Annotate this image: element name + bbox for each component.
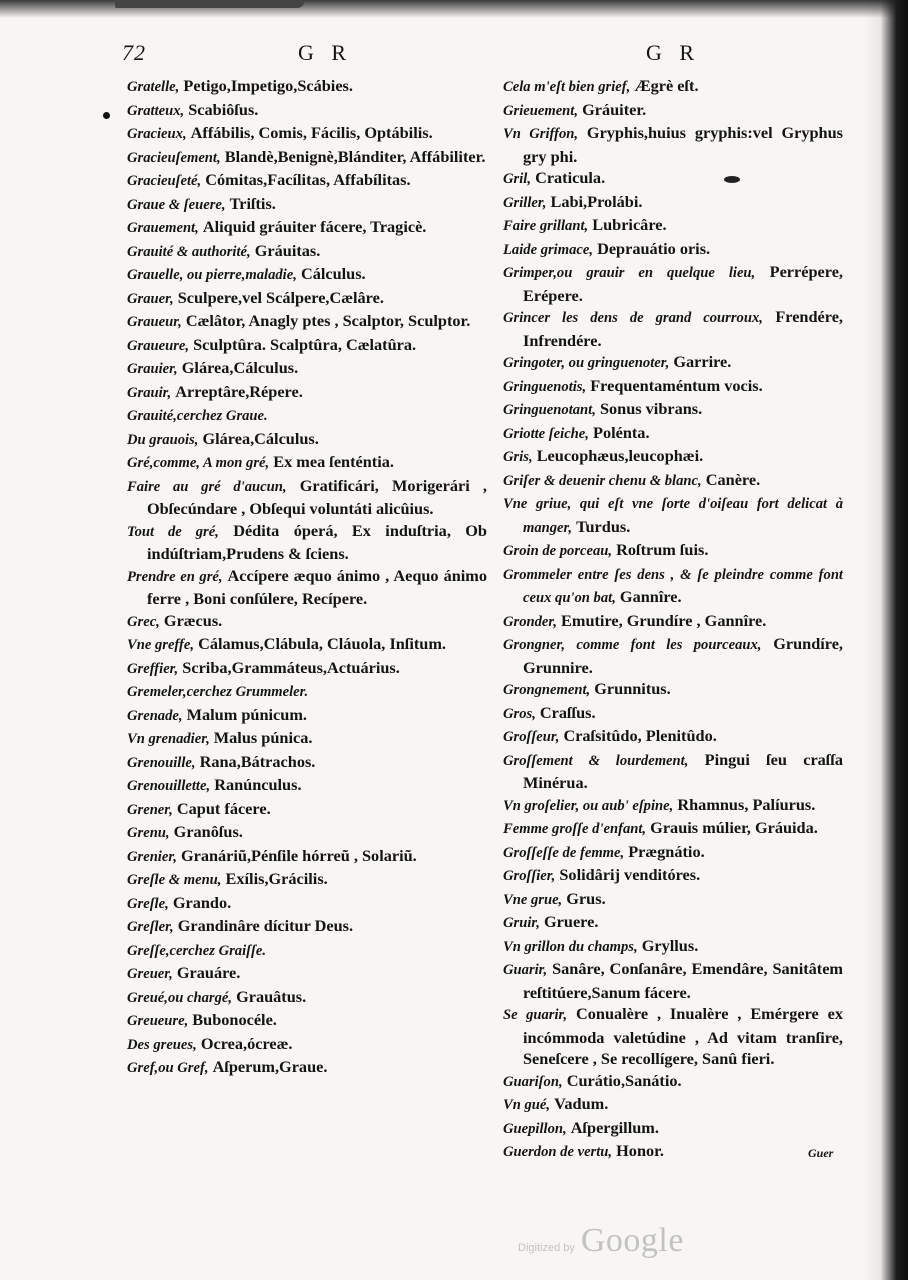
latin-translation: Pingui ſeu craſſa Minérua. <box>523 749 843 792</box>
french-headword: Greueure, <box>127 1013 189 1029</box>
french-headword: Gracieuſement, <box>127 149 221 166</box>
french-headword: Greſle & menu, <box>127 872 222 888</box>
dictionary-entry <box>503 864 843 888</box>
binding-shadow <box>862 0 908 1280</box>
french-headword: Grongnement, <box>503 682 591 698</box>
french-headword: Grieuement, <box>503 102 578 119</box>
latin-translation: Perrépere, Erépere. <box>523 262 843 305</box>
french-headword: Grommeler entre ſes dens , & ſe pleindre comme font ceux qu'on bat, <box>503 566 843 606</box>
latin-translation: Gryllus. <box>641 935 699 955</box>
dictionary-entry <box>503 445 843 469</box>
dictionary-entry <box>127 428 487 452</box>
latin-translation: Labi,Prolábi. <box>550 191 643 211</box>
latin-translation: Grus. <box>566 888 606 908</box>
latin-translation: Aſperum,Graue. <box>212 1057 328 1076</box>
dictionary-entry <box>127 1009 487 1033</box>
dictionary-entry <box>503 702 843 726</box>
latin-translation: Rhamnus, Palíurus. <box>677 794 816 814</box>
french-headword: Vne grue, <box>503 891 563 908</box>
french-headword: Gracieuſeté, <box>127 173 202 189</box>
latin-translation: Cælâtor, Anagly ptes , Scalptor, Sculptor. <box>185 311 471 330</box>
dictionary-entry <box>503 191 843 215</box>
running-head-left: G R <box>298 40 353 65</box>
latin-translation: Granôſus. <box>173 822 243 841</box>
latin-translation: Glárea,Cálculus. <box>202 428 319 448</box>
dictionary-entry <box>127 357 487 381</box>
french-headword: Gringuenotis, <box>503 378 587 395</box>
latin-translation: Rana,Bátrachos. <box>199 751 316 771</box>
dictionary-entry <box>127 1033 487 1057</box>
french-headword: Grincer les dens de grand courroux, <box>503 310 763 326</box>
watermark-brand: Google <box>580 1222 684 1259</box>
french-headword: Des greues, <box>127 1036 197 1053</box>
latin-translation: Grundíre, Grunnire. <box>523 634 843 677</box>
french-headword: Gracieux, <box>127 126 187 142</box>
google-watermark <box>518 1222 684 1260</box>
dictionary-entry <box>127 334 487 358</box>
catchword: Guer <box>808 1146 834 1160</box>
french-headword: Vne griue, qui eſt vne ſorte d'oiſeau fort delicat à manger, <box>503 496 843 536</box>
dictionary-entry <box>503 563 843 610</box>
french-headword: Vn groſelier, ou aub' eſpine, <box>503 797 674 814</box>
french-headword: Greuer, <box>127 966 173 982</box>
dictionary-entry <box>127 657 487 681</box>
left-column <box>127 75 487 1080</box>
dictionary-entry <box>503 841 843 865</box>
french-headword: Grauement, <box>127 220 199 236</box>
latin-translation: Curátio,Sanátio. <box>566 1070 682 1090</box>
dictionary-entry <box>503 398 843 422</box>
dictionary-entry <box>127 774 487 798</box>
latin-translation: Cálculus. <box>300 264 366 283</box>
running-head-right: G R <box>646 40 701 65</box>
french-headword: Groſſeſſe de femme, <box>503 844 625 861</box>
dictionary-entry <box>127 610 487 634</box>
latin-translation: Græcus. <box>163 610 223 630</box>
dictionary-entry <box>503 725 843 749</box>
french-headword: Gremeler,cerchez Grummeler. <box>127 684 309 700</box>
french-headword: Grauier, <box>127 361 178 377</box>
french-headword: Se guarir, <box>503 1007 568 1023</box>
dictionary-entry <box>127 381 487 405</box>
latin-translation: Sonus vibrans. <box>599 399 703 418</box>
dictionary-entry <box>127 821 487 845</box>
french-headword: Greſle, <box>127 895 169 912</box>
latin-translation: Leucophæus,leucophæi. <box>536 446 704 465</box>
dictionary-entry <box>503 214 843 238</box>
latin-translation: Exílis,Grácilis. <box>225 869 328 888</box>
dictionary-entry <box>127 287 487 311</box>
french-headword: Guariſon, <box>503 1073 563 1090</box>
latin-translation: Cálamus,Clábula, Cláuola, Inſitum. <box>198 634 446 653</box>
french-headword: Graueure, <box>127 337 190 354</box>
dictionary-entry <box>127 986 487 1010</box>
french-headword: Cela m'eſt bien grief, <box>503 79 631 95</box>
french-headword: Vn grenadier, <box>127 731 210 747</box>
french-headword: Grenier, <box>127 848 177 865</box>
dictionary-entry <box>127 99 487 123</box>
dictionary-entry <box>503 935 843 959</box>
latin-translation: Prægnátio. <box>628 841 705 861</box>
latin-translation: Aſpergillum. <box>570 1117 659 1137</box>
dictionary-entry <box>127 565 487 610</box>
latin-translation: Solidârij venditóres. <box>559 865 701 884</box>
latin-translation: Gruere. <box>544 912 599 931</box>
dictionary-entry <box>127 751 487 775</box>
latin-translation: Vadum. <box>554 1094 609 1113</box>
latin-translation: Cómitas,Facílitas, Affabílitas. <box>205 170 411 189</box>
latin-translation: Honor. <box>616 1141 664 1160</box>
french-headword: Greſler, <box>127 919 174 935</box>
french-headword: Groſſeur, <box>503 729 560 745</box>
latin-translation: Granáriũ,Pénſile hórreũ , Solariũ. <box>180 845 417 865</box>
dictionary-entry <box>503 610 843 634</box>
dictionary-entry <box>127 680 487 704</box>
dictionary-entry <box>127 75 487 99</box>
dictionary-entry <box>127 868 487 892</box>
dictionary-entry <box>503 633 843 678</box>
french-headword: Grener, <box>127 801 173 818</box>
french-headword: Groſſier, <box>503 868 556 884</box>
dictionary-entry <box>503 794 843 818</box>
dictionary-entry <box>503 261 843 306</box>
french-headword: Grauer, <box>127 290 174 307</box>
dictionary-entry <box>503 911 843 935</box>
top-scratch <box>115 0 305 8</box>
dictionary-entry <box>127 169 487 193</box>
dictionary-entry <box>503 749 843 794</box>
dictionary-entry <box>503 1093 843 1117</box>
latin-translation: Dédita óperá, Ex induſtria, Ob indúſtriam,Prudens & ſciens. <box>147 520 487 563</box>
french-headword: Guerdon de vertu, <box>503 1144 613 1160</box>
dictionary-entry <box>503 306 843 351</box>
latin-translation: Blandè,Benignè,Blánditer, Affábiliter. <box>224 146 486 166</box>
french-headword: Greffier, <box>127 660 179 677</box>
french-headword: Vne greffe, <box>127 637 195 653</box>
french-headword: Grimper,ou grauir en quelque lieu, <box>503 265 756 281</box>
latin-translation: Grando. <box>172 892 232 912</box>
dictionary-entry <box>127 193 487 217</box>
dictionary-entry <box>503 375 843 399</box>
dictionary-entry <box>127 451 487 475</box>
latin-translation: Scriba,Grammáteus,Actuárius. <box>182 657 400 677</box>
dictionary-entry <box>127 633 487 657</box>
latin-translation: Aliquid gráuiter fácere, Tragicè. <box>202 217 427 236</box>
french-headword: Gril, <box>503 171 531 187</box>
latin-translation: Frequentaméntum vocis. <box>590 375 763 395</box>
dictionary-entry <box>127 520 487 565</box>
french-headword: Grenouille, <box>127 754 196 771</box>
french-headword: Femme groſſe d'enfant, <box>503 821 647 837</box>
latin-translation: Grandinâre dícitur Deus. <box>177 916 354 935</box>
dictionary-entry <box>127 915 487 939</box>
french-headword: Grongner, comme font les pourceaux, <box>503 637 762 653</box>
french-headword: Grenade, <box>127 707 183 724</box>
french-headword: Grenouillette, <box>127 778 211 794</box>
latin-translation: Turdus. <box>576 516 631 536</box>
latin-translation: Ægrè eſt. <box>634 76 699 95</box>
latin-translation: Ex mea ſenténtia. <box>273 452 394 471</box>
dictionary-entry <box>127 704 487 728</box>
dictionary-entry <box>127 310 487 334</box>
latin-translation: Emutire, Grundíre , Gannîre. <box>561 610 767 630</box>
french-headword: Faire au gré d'aucun, <box>127 478 287 495</box>
latin-translation: Ranúnculus. <box>214 775 302 794</box>
french-headword: Gré,comme, A mon gré, <box>127 455 270 471</box>
latin-translation: Arreptâre,Répere. <box>175 381 303 401</box>
dictionary-entry <box>503 1003 843 1070</box>
page-number: 72 <box>122 40 146 65</box>
latin-translation: Roſtrum ſuis. <box>616 540 709 559</box>
latin-translation: Craſſus. <box>539 702 596 722</box>
dictionary-entry <box>127 798 487 822</box>
dictionary-entry <box>127 122 487 146</box>
latin-translation: Garrire. <box>673 352 732 371</box>
dictionary-entry <box>127 845 487 869</box>
right-column <box>503 75 843 1164</box>
dictionary-entry <box>503 678 843 702</box>
dictionary-entry <box>127 727 487 751</box>
french-headword: Greſſe,cerchez Graiſſe. <box>127 942 266 959</box>
french-headword: Gringoter, ou gringuenoter, <box>503 355 670 371</box>
latin-translation: Malum púnicum. <box>186 704 307 724</box>
latin-translation: Grauis múlier, Gráuida. <box>650 818 818 837</box>
french-headword: Gronder, <box>503 613 557 630</box>
dictionary-entry <box>503 469 843 493</box>
french-headword: Gros, <box>503 705 536 722</box>
french-headword: Grauir, <box>127 384 172 401</box>
dictionary-entry <box>503 1117 843 1141</box>
latin-translation: Affábilis, Comis, Fácilis, Optábilis. <box>190 123 433 142</box>
french-headword: Grenu, <box>127 825 170 841</box>
french-headword: Graue & ſeuere, <box>127 196 226 213</box>
latin-translation: Gannîre. <box>619 587 682 606</box>
french-headword: Gruir, <box>503 915 540 931</box>
latin-translation: Caput fácere. <box>176 798 271 818</box>
latin-translation: Bubonocéle. <box>192 1010 277 1029</box>
french-headword: Faire grillant, <box>503 218 589 234</box>
latin-translation: Sanâre, Conſanâre, Emendâre, Sanitâtem reſtitúere,Sanum fácere. <box>523 959 843 1002</box>
latin-translation: Lubricâre. <box>592 215 667 234</box>
dictionary-entry <box>503 492 843 539</box>
latin-translation: Petigo,Impetigo,Scábies. <box>183 76 353 95</box>
dictionary-entry <box>503 539 843 563</box>
french-headword: Laide grimace, <box>503 241 593 258</box>
french-headword: Vn gué, <box>503 1097 551 1113</box>
dictionary-entry <box>503 167 843 191</box>
dictionary-entry <box>127 216 487 240</box>
french-headword: Gringuenotant, <box>503 402 596 418</box>
dictionary-entry <box>503 1140 843 1164</box>
latin-translation: Conualère , Inualère , Emérgere ex incómmoda valetúdine , Ad vitam tranſire, Seneſcere , Se recollígere, Sanû fieri. <box>523 1004 844 1068</box>
dictionary-entry <box>503 422 843 446</box>
latin-translation: Sculptûra. Scalptûra, Cælatûra. <box>193 334 417 354</box>
dictionary-entry <box>127 939 487 963</box>
latin-translation: Sculpere,vel Scálpere,Cælâre. <box>177 287 384 307</box>
latin-translation: Polénta. <box>593 422 650 442</box>
dictionary-entry <box>503 99 843 123</box>
latin-translation: Scabiôſus. <box>188 99 259 119</box>
french-headword: Gratteux, <box>127 102 185 119</box>
french-headword: Gris, <box>503 449 533 465</box>
latin-translation: Gryphis,huius gryphis:vel Gryphus gry phi. <box>523 123 843 166</box>
latin-translation: Triſtis. <box>229 193 276 213</box>
french-headword: Gref,ou Gref, <box>127 1060 209 1076</box>
dictionary-entry <box>127 892 487 916</box>
latin-translation: Craticula. <box>535 168 606 187</box>
french-headword: Grec, <box>127 613 160 630</box>
french-headword: Vn Griffon, <box>503 126 579 142</box>
french-headword: Du grauois, <box>127 431 199 448</box>
dictionary-entry <box>127 962 487 986</box>
dictionary-entry <box>127 146 487 170</box>
french-headword: Gratelle, <box>127 79 180 95</box>
latin-translation: Deprauátio oris. <box>597 238 711 258</box>
french-headword: Prendre en gré, <box>127 568 223 585</box>
latin-translation: Grauáre. <box>176 963 241 982</box>
latin-translation: Grauâtus. <box>236 986 307 1006</box>
french-headword: Grauité,cerchez Graue. <box>127 408 268 424</box>
latin-translation: Ocrea,ócreæ. <box>200 1033 293 1053</box>
french-headword: Guarir, <box>503 962 548 978</box>
dictionary-entry <box>503 122 843 167</box>
french-headword: Graueur, <box>127 314 182 330</box>
dictionary-entry <box>503 75 843 99</box>
ink-dot <box>103 112 110 119</box>
latin-translation: Accípere æquo ánimo , Aequo ánimo ferre , Boni conſúlere, Recípere. <box>147 565 487 608</box>
french-headword: Greué,ou chargé, <box>127 989 232 1006</box>
dictionary-entry <box>127 240 487 264</box>
latin-translation: Gráuiter. <box>582 99 647 119</box>
dictionary-entry <box>503 238 843 262</box>
latin-translation: Gráuitas. <box>254 240 321 260</box>
latin-translation: Canère. <box>705 469 761 489</box>
latin-translation: Frendére, Infrendére. <box>523 307 843 350</box>
french-headword: Groſſement & lourdement, <box>503 752 689 769</box>
french-headword: Griſer & deuenir chenu & blanc, <box>503 472 702 489</box>
dictionary-entry <box>127 1056 487 1080</box>
dictionary-entry <box>127 263 487 287</box>
dictionary-entry <box>503 1070 843 1094</box>
french-headword: Vn grillon du champs, <box>503 938 638 955</box>
dictionary-entry <box>503 888 843 912</box>
dictionary-entry <box>127 404 487 428</box>
watermark-prefix: Digitized by <box>518 1242 575 1254</box>
latin-translation: Craſsitûdo, Plenitûdo. <box>563 726 717 745</box>
french-headword: Griller, <box>503 194 547 211</box>
latin-translation: Glárea,Cálculus. <box>181 358 299 377</box>
latin-translation: Gratificári, Morigerári , Obſecúndare , Obſequi voluntáti alicûius. <box>147 475 487 518</box>
dictionary-entry <box>503 817 843 841</box>
french-headword: Guepillon, <box>503 1120 567 1137</box>
french-headword: Grauité & authorité, <box>127 243 251 260</box>
dictionary-entry <box>503 958 843 1003</box>
french-headword: Griotte ſeiche, <box>503 425 589 442</box>
french-headword: Tout de gré, <box>127 523 219 540</box>
dictionary-entry <box>127 475 487 520</box>
french-headword: Grauelle, ou pierre,maladie, <box>127 267 297 283</box>
french-headword: Groin de porceau, <box>503 543 613 559</box>
dictionary-entry <box>503 351 843 375</box>
latin-translation: Malus púnica. <box>213 728 313 747</box>
latin-translation: Grunnitus. <box>594 679 671 698</box>
